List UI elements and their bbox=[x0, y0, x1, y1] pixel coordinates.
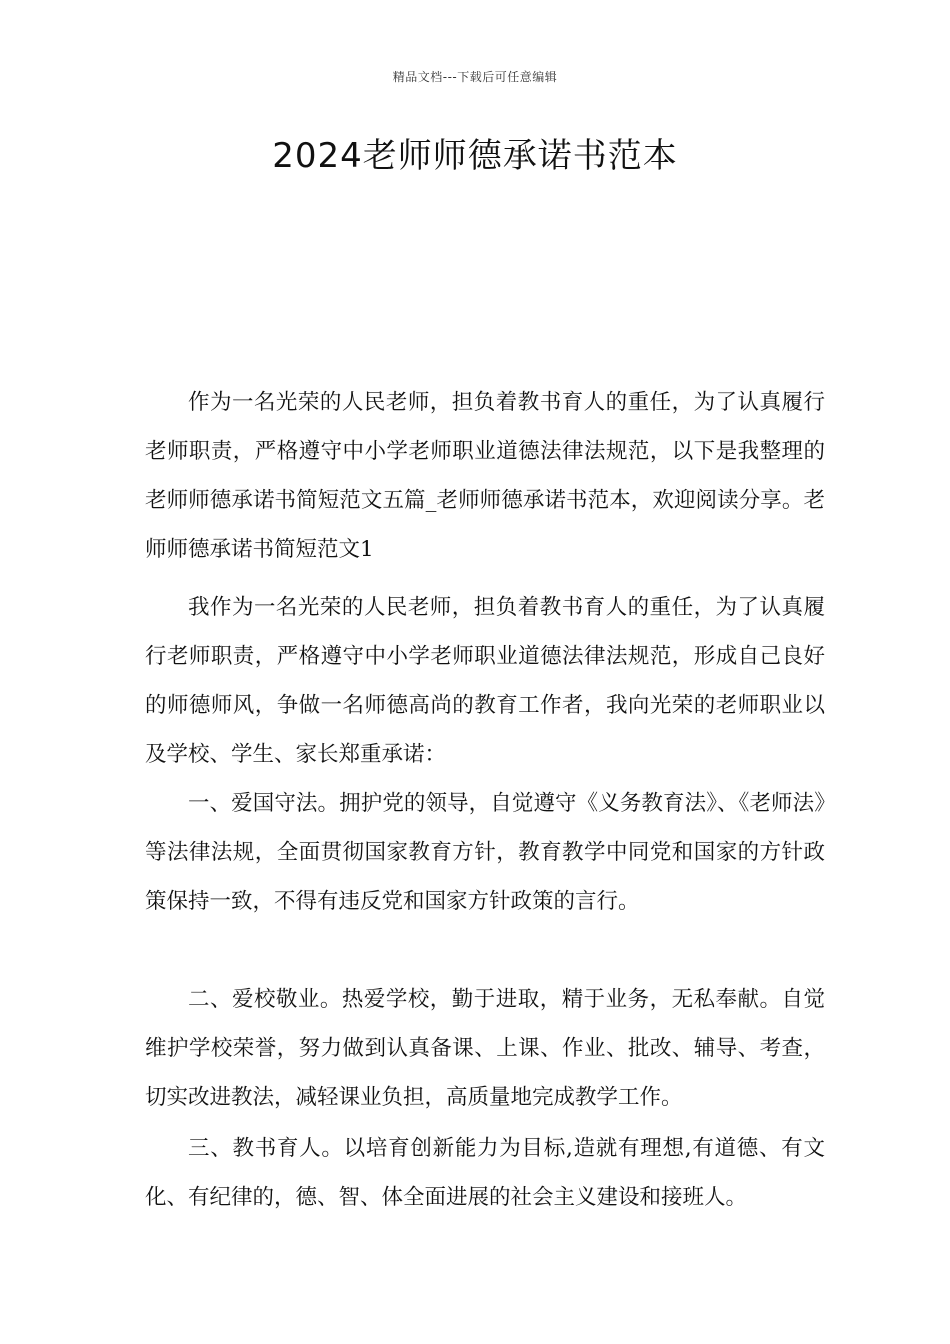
paragraph-intro bbox=[145, 378, 825, 574]
paragraph-item-3 bbox=[145, 1124, 825, 1222]
page-title: 2024老师师德承诺书范本 bbox=[272, 136, 678, 176]
paragraph-text: 三、教书育人。以培育创新能力为目标,造就有理想,有道德、有文化、有纪律的，德、智、体全面进展的社会主义建设和接班人。 bbox=[145, 1136, 825, 1210]
paragraph-text: 一、爱国守法。拥护党的领导，自觉遵守《义务教育法》、《老师法》等法律法规，全面贯彻国家教育方针，教育教学中同党和国家的方针政策保持一致，不得有违反党和国家方针政策的言行。 bbox=[145, 791, 825, 914]
header-note: 精品文档---下载后可任意编辑 bbox=[392, 70, 558, 84]
paragraph-item-1 bbox=[145, 779, 825, 926]
paragraph-text: 作为一名光荣的人民老师，担负着教书育人的重任，为了认真履行老师职责，严格遵守中小学老师职业道德法律法规范，以下是我整理的老师师德承诺书简短范文五篇_老师师德承诺书范本，欢迎阅读分享。老师师德承诺书简短范文1 bbox=[145, 390, 825, 562]
paragraph-pledge bbox=[145, 583, 825, 779]
paragraph-text: 我作为一名光荣的人民老师，担负着教书育人的重任，为了认真履行老师职责，严格遵守中小学老师职业道德法律法规范，形成自己良好的师德师风，争做一名师德高尚的教育工作者，我向光荣的老师职业以及学校、学生、家长郑重承诺： bbox=[145, 595, 825, 767]
paragraph-item-2 bbox=[145, 975, 825, 1122]
paragraph-text: 二、爱校敬业。热爱学校，勤于进取，精于业务，无私奉献。自觉维护学校荣誉，努力做到认真备课、上课、作业、批改、辅导、考查，切实改进教法，减轻课业负担，高质量地完成教学工作。 bbox=[145, 987, 825, 1110]
